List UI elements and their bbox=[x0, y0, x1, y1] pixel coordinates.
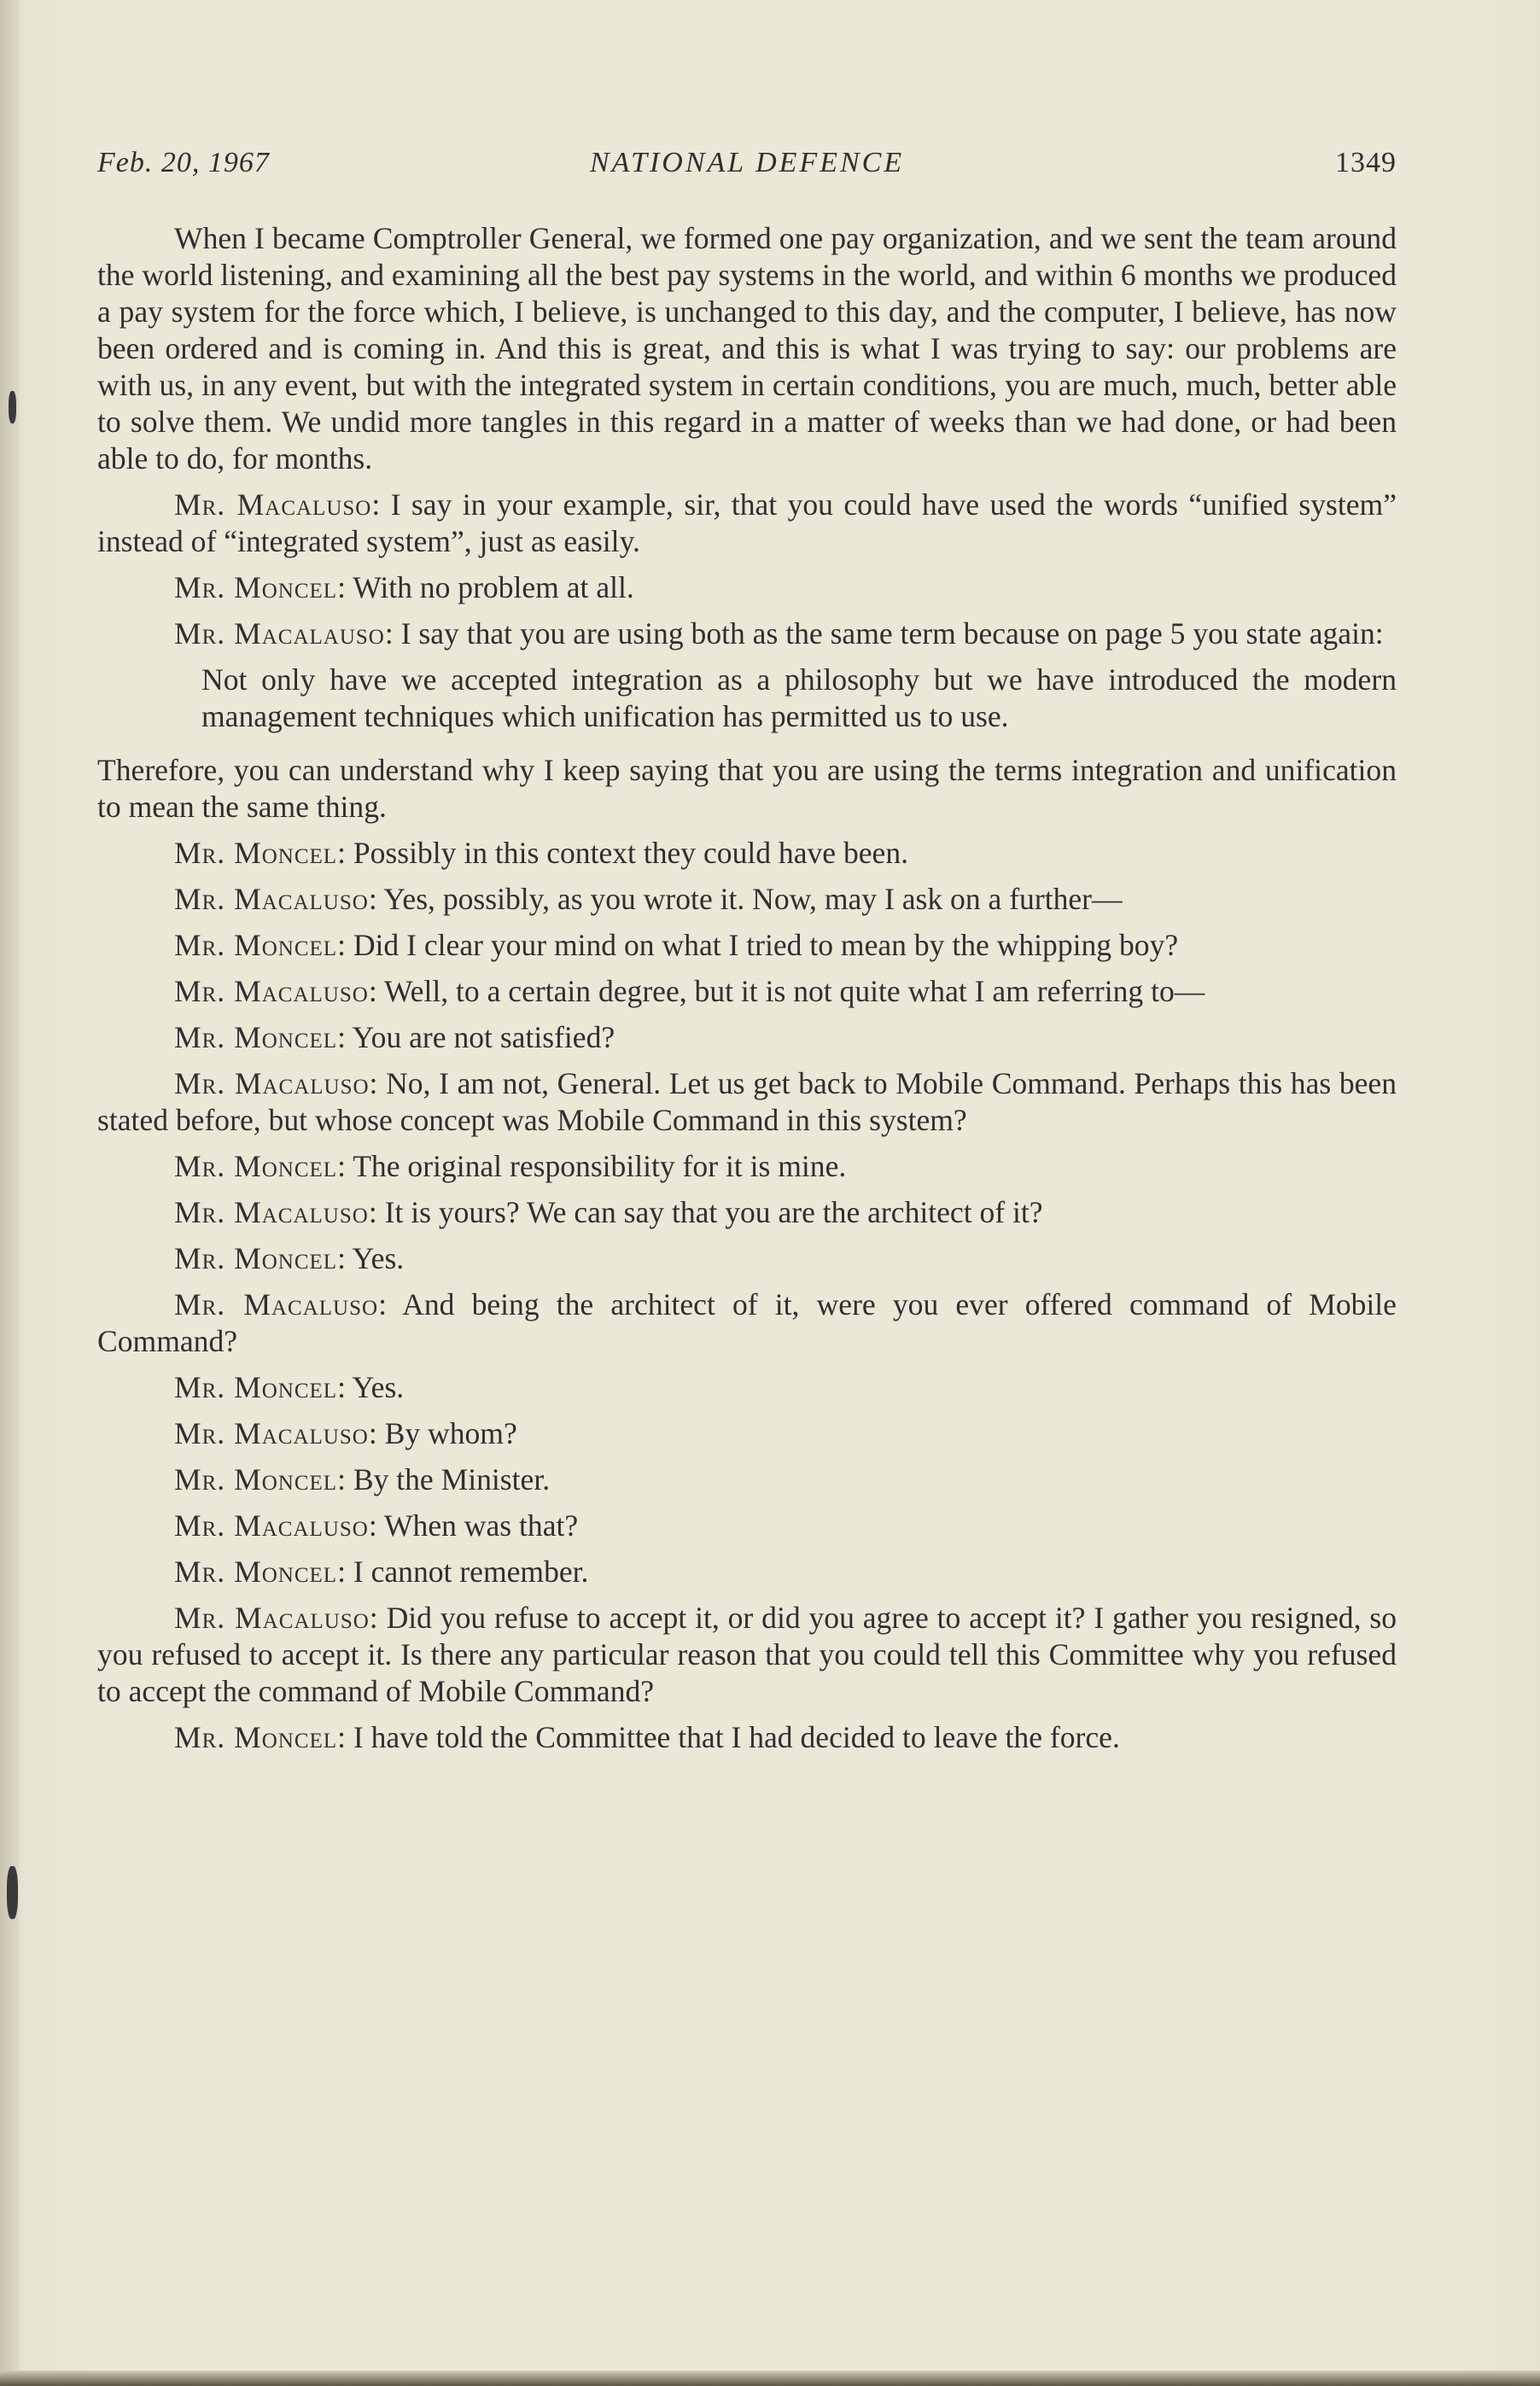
speaker-paragraph: Mr. Macalauso: I say that you are using both as the same term because on page 5 you state again: bbox=[174, 616, 1384, 650]
speaker-paragraph: Mr. Moncel: Possibly in this context they could have been. bbox=[174, 836, 909, 870]
speaker-name: Mr. Macaluso bbox=[174, 974, 369, 1008]
speaker-name: Mr. Macaluso bbox=[174, 1416, 369, 1450]
speaker-name: Mr. Macaluso bbox=[174, 1508, 369, 1543]
speaker-name: Mr. Moncel bbox=[174, 1241, 338, 1275]
speaker-name: Mr. Macalauso bbox=[174, 616, 385, 650]
block-quote: Not only have we accepted integration as a philosophy but we have introduced the modern management techniques which unification has permitted us to use. bbox=[201, 662, 1397, 733]
paragraph-text: I say that you are using both as the same term because on page 5 you state again: bbox=[400, 616, 1384, 650]
speaker-name: Mr. Macaluso bbox=[174, 1195, 369, 1229]
speaker-paragraph: Mr. Macaluso: Yes, possibly, as you wrote it. Now, may I ask on a further— bbox=[174, 882, 1123, 916]
speaker-paragraph: Mr. Macaluso: Well, to a certain degree, but it is not quite what I am referring to— bbox=[174, 974, 1205, 1008]
transcript-body bbox=[97, 220, 1397, 1765]
paragraph-text: No, I am not, General. Let us get back to Mobile Command. Perhaps this has been stated before, but whose concept was Mobile Command in this system? bbox=[97, 1066, 1397, 1137]
speaker-paragraph: Mr. Moncel: Did I clear your mind on what I tried to mean by the whipping boy? bbox=[174, 928, 1179, 962]
speaker-paragraph: Mr. Moncel: The original responsibility for it is mine. bbox=[174, 1149, 847, 1183]
speaker-name: Mr. Moncel bbox=[174, 1370, 338, 1404]
header-date: Feb. 20, 1967 bbox=[97, 147, 270, 178]
speaker-name: Mr. Macaluso bbox=[174, 882, 369, 916]
paragraph-text: When I became Comptroller General, we formed one pay organization, and we sent the team around the world listening, and examining all the best pay systems in the world, and within 6 months we produced a pay system for the force which, I believe, is unchanged to this day, and the computer, I believe, has now been ordered and is coming in. And this is great, and this is what I was trying to say: our problems are with us, in any event, but with the integrated system in certain conditions, you are much, much, better able to solve them. We undid more tangles in this regard in a matter of weeks than we had done, or had been able to do, for months. bbox=[97, 221, 1397, 475]
paragraph-text: Did I clear your mind on what I tried to mean by the whipping boy? bbox=[353, 928, 1179, 962]
paragraph-text: I have told the Committee that I had decided to leave the force. bbox=[353, 1720, 1120, 1754]
paragraph-text: Yes. bbox=[352, 1241, 405, 1275]
paragraph-text: The original responsibility for it is mine. bbox=[353, 1149, 847, 1183]
speaker-paragraph: Mr. Moncel: By the Minister. bbox=[174, 1462, 551, 1496]
speaker-paragraph: Mr. Macaluso: No, I am not, General. Let us get back to Mobile Command. Perhaps this has been stated before, but whose concept was Mobile Command in this system? bbox=[97, 1066, 1397, 1137]
speaker-name: Mr. Moncel bbox=[174, 928, 338, 962]
speaker-name: Mr. Macaluso bbox=[174, 1601, 370, 1635]
page-number: 1349 bbox=[1335, 147, 1397, 178]
paragraph-text: You are not satisfied? bbox=[352, 1020, 615, 1054]
paragraph-text: I cannot remember. bbox=[353, 1555, 589, 1589]
speaker-paragraph: Mr. Moncel: I cannot remember. bbox=[174, 1555, 589, 1589]
paragraph-text: Yes. bbox=[352, 1370, 405, 1404]
speaker-name: Mr. Moncel bbox=[174, 1149, 338, 1183]
speaker-name: Mr. Macaluso bbox=[174, 1066, 370, 1100]
speaker-paragraph: Mr. Macaluso: I say in your example, sir, that you could have used the words “unified system” instead of “integrated system”, just as easily. bbox=[97, 487, 1397, 558]
paragraph-text: Did you refuse to accept it, or did you agree to accept it? I gather you resigned, so you refused to accept it. Is there any particular reason that you could tell this Committee why you refused to accept the command of Mobile Command? bbox=[97, 1601, 1397, 1708]
binding-mark bbox=[7, 1866, 18, 1919]
speaker-paragraph: Mr. Macaluso: By whom? bbox=[174, 1416, 517, 1450]
page-bottom-edge bbox=[0, 2371, 1540, 2386]
running-header bbox=[97, 147, 1397, 190]
speaker-name: Mr. Moncel bbox=[174, 570, 338, 604]
paragraph-text: Therefore, you can understand why I keep saying that you are using the terms integration and unification to mean the same thing. bbox=[97, 753, 1397, 824]
paragraph-text: By whom? bbox=[384, 1416, 517, 1450]
speaker-paragraph: Mr. Macaluso: It is yours? We can say that you are the architect of it? bbox=[174, 1195, 1043, 1229]
paragraph-text: It is yours? We can say that you are the architect of it? bbox=[384, 1195, 1043, 1229]
paragraph-text: Well, to a certain degree, but it is not quite what I am referring to— bbox=[383, 974, 1205, 1008]
speaker-paragraph: Mr. Macaluso: When was that? bbox=[174, 1508, 579, 1543]
binding-mark bbox=[9, 391, 16, 423]
speaker-paragraph: Mr. Moncel: I have told the Committee that I had decided to leave the force. bbox=[174, 1720, 1120, 1754]
speaker-name: Mr. Moncel bbox=[174, 1555, 338, 1589]
paragraph bbox=[97, 752, 1397, 825]
paragraph-text: With no problem at all. bbox=[353, 570, 634, 604]
paragraph-text: Possibly in this context they could have been. bbox=[353, 836, 909, 870]
paragraph-text: By the Minister. bbox=[353, 1462, 551, 1496]
speaker-paragraph: Mr. Moncel: Yes. bbox=[174, 1370, 405, 1404]
paragraph-text: And being the architect of it, were you ever offered command of Mobile Command? bbox=[97, 1287, 1397, 1358]
speaker-name: Mr. Moncel bbox=[174, 1462, 338, 1496]
paragraph bbox=[97, 220, 1397, 477]
speaker-paragraph: Mr. Moncel: With no problem at all. bbox=[174, 570, 634, 604]
header-title: NATIONAL DEFENCE bbox=[589, 147, 905, 178]
speaker-paragraph: Mr. Moncel: You are not satisfied? bbox=[174, 1020, 615, 1054]
speaker-name: Mr. Moncel bbox=[174, 836, 338, 870]
speaker-name: Mr. Macaluso bbox=[174, 1287, 379, 1321]
speaker-paragraph: Mr. Macaluso: And being the architect of it, were you ever offered command of Mobile Command? bbox=[97, 1287, 1397, 1358]
paragraph-text: Yes, possibly, as you wrote it. Now, may I ask on a further— bbox=[383, 882, 1123, 916]
speaker-name: Mr. Moncel bbox=[174, 1020, 338, 1054]
paragraph-text: I say in your example, sir, that you could have used the words “unified system” instead of “integrated system”, just as easily. bbox=[97, 487, 1397, 558]
speaker-name: Mr. Moncel bbox=[174, 1720, 338, 1754]
speaker-paragraph: Mr. Moncel: Yes. bbox=[174, 1241, 405, 1275]
paragraph-text: When was that? bbox=[383, 1508, 579, 1543]
speaker-name: Mr. Macaluso bbox=[174, 487, 372, 522]
speaker-paragraph: Mr. Macaluso: Did you refuse to accept it, or did you agree to accept it? I gather you resigned, so you refused to accept it. Is there any particular reason that you could tell this Committee why you refused to accept the command of Mobile Command? bbox=[97, 1601, 1397, 1708]
page-binding-edge bbox=[0, 0, 19, 2386]
